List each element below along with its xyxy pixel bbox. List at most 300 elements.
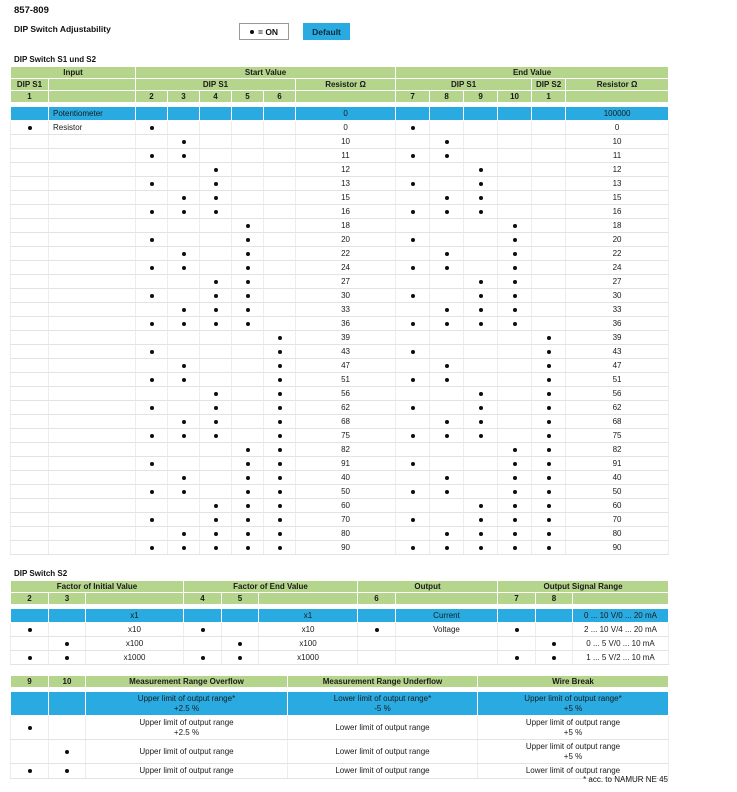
start-switch-cell — [200, 387, 232, 401]
table-row — [11, 457, 669, 471]
input-switch-cell — [11, 485, 49, 499]
start-resistor-value-cell: 56 — [296, 387, 396, 401]
start-switch-cell — [136, 233, 168, 247]
end-switch-cell — [532, 345, 566, 359]
start-switch-cell — [136, 219, 168, 233]
end-switch-cell — [498, 359, 532, 373]
end-resistor-value-cell: 70 — [566, 513, 669, 527]
start-switch-cell — [136, 471, 168, 485]
start-switch-cell — [136, 401, 168, 415]
on-dot-icon — [411, 210, 415, 214]
end-switch-cell — [532, 247, 566, 261]
on-dot-icon — [278, 532, 282, 536]
end-switch-cell — [498, 541, 532, 555]
end-switch-cell — [498, 289, 532, 303]
switch-8-cell — [536, 651, 573, 665]
table-row — [11, 471, 669, 485]
on-dot-icon — [411, 182, 415, 186]
end-switch-cell — [430, 303, 464, 317]
dip-switch-s2-table — [10, 580, 669, 665]
on-dot-icon — [150, 350, 154, 354]
start-switch-cell — [232, 303, 264, 317]
start-switch-cell — [232, 527, 264, 541]
end-switch-cell — [464, 107, 498, 121]
end-switch-cell — [430, 443, 464, 457]
on-dot-icon — [445, 140, 449, 144]
on-dot-icon — [552, 656, 556, 660]
on-dot-icon — [445, 196, 449, 200]
on-dot-icon — [513, 266, 517, 270]
end-resistor-value-cell: 100000 — [566, 107, 669, 121]
end-switch-cell — [464, 443, 498, 457]
start-switch-cell — [168, 373, 200, 387]
switch-4-cell — [184, 623, 222, 637]
on-dot-icon — [547, 378, 551, 382]
end-switch-cell — [396, 499, 430, 513]
on-dot-icon — [445, 532, 449, 536]
on-dot-icon — [214, 196, 218, 200]
input-switch-cell — [11, 121, 49, 135]
table1-title: DIP Switch S1 und S2 — [14, 55, 97, 64]
end-switch-cell — [532, 513, 566, 527]
on-dot-icon — [246, 462, 250, 466]
on-dot-icon — [278, 546, 282, 550]
end-resistor-value-cell: 43 — [566, 345, 669, 359]
start-switch-cell — [232, 121, 264, 135]
start-resistor-value-cell: 30 — [296, 289, 396, 303]
end-resistor-value-cell: 20 — [566, 233, 669, 247]
end-switch-cell — [532, 317, 566, 331]
on-dot-icon — [411, 266, 415, 270]
input-switch-cell — [11, 261, 49, 275]
start-switch-cell — [200, 191, 232, 205]
on-dot-icon — [375, 628, 379, 632]
on-dot-icon — [214, 532, 218, 536]
on-dot-icon — [278, 378, 282, 382]
resistor-header: Resistor Ω — [296, 79, 396, 91]
end-resistor-value-cell: 47 — [566, 359, 669, 373]
footnote: * acc. to NAMUR NE 45 — [583, 775, 668, 784]
overflow-behavior-cell — [86, 716, 288, 740]
start-resistor-value-cell: 36 — [296, 317, 396, 331]
cell-line: +2.5 % — [173, 727, 200, 737]
switch-2-cell — [11, 637, 49, 651]
start-switch-cell — [136, 359, 168, 373]
start-switch-cell — [264, 471, 296, 485]
overflow-behavior-cell — [86, 692, 288, 716]
on-dot-icon — [246, 238, 250, 242]
end-resistor-value-cell: 16 — [566, 205, 669, 219]
start-switch-cell — [200, 107, 232, 121]
signal-range-cell: 0 ... 10 V/0 ... 20 mA — [573, 609, 669, 623]
on-dot-icon — [250, 30, 254, 34]
start-switch-cell — [200, 317, 232, 331]
start-switch-cell — [136, 163, 168, 177]
switch-10-cell — [49, 716, 86, 740]
on-dot-icon — [238, 642, 242, 646]
cell-line: Upper limit of output range* — [137, 694, 236, 703]
end-switch-cell — [396, 163, 430, 177]
start-switch-cell — [232, 191, 264, 205]
empty-header — [49, 79, 136, 91]
end-switch-cell — [430, 275, 464, 289]
switch-9-cell — [11, 716, 49, 740]
input-switch-cell — [11, 107, 49, 121]
on-dot-icon — [547, 336, 551, 340]
end-switch-cell — [430, 359, 464, 373]
end-switch-cell — [532, 233, 566, 247]
start-switch-cell — [168, 429, 200, 443]
end-switch-cell — [498, 121, 532, 135]
start-switch-cell — [232, 317, 264, 331]
factor-initial-cell: x1000 — [86, 651, 184, 665]
end-switch-cell — [532, 177, 566, 191]
end-switch-cell — [396, 359, 430, 373]
table-row — [11, 261, 669, 275]
end-switch-cell — [532, 121, 566, 135]
on-dot-icon — [214, 406, 218, 410]
table-row — [11, 275, 669, 289]
start-switch-cell — [200, 359, 232, 373]
page-subtitle: DIP Switch Adjustability — [14, 24, 111, 34]
switch-7-cell — [498, 651, 536, 665]
on-dot-icon — [445, 490, 449, 494]
end-switch-cell — [430, 289, 464, 303]
legend-default-badge: Default — [303, 23, 350, 40]
on-dot-icon — [150, 238, 154, 242]
start-switch-cell — [168, 177, 200, 191]
start-switch-cell — [200, 233, 232, 247]
factor-end-cell: x1000 — [259, 651, 358, 665]
start-switch-cell — [200, 135, 232, 149]
table-row — [11, 205, 669, 219]
start-switch-cell — [264, 513, 296, 527]
start-resistor-value-cell: 20 — [296, 233, 396, 247]
on-dot-icon — [214, 280, 218, 284]
end-switch-cell — [396, 485, 430, 499]
resistor-header: Resistor Ω — [566, 79, 669, 91]
start-switch-cell — [168, 261, 200, 275]
on-dot-icon — [150, 378, 154, 382]
end-switch-cell — [532, 443, 566, 457]
on-dot-icon — [182, 210, 186, 214]
error-behavior-table — [10, 675, 669, 779]
switch-5-cell — [222, 651, 259, 665]
start-switch-cell — [136, 513, 168, 527]
on-dot-icon — [150, 210, 154, 214]
start-switch-cell — [200, 471, 232, 485]
on-dot-icon — [513, 280, 517, 284]
on-dot-icon — [150, 266, 154, 270]
table-row — [11, 443, 669, 457]
start-switch-cell — [168, 149, 200, 163]
start-switch-cell — [264, 233, 296, 247]
start-switch-cell — [232, 541, 264, 555]
input-label-cell — [49, 527, 136, 541]
dip-s1-header: DIP S1 — [136, 79, 296, 91]
start-switch-cell — [264, 457, 296, 471]
start-resistor-value-cell: 82 — [296, 443, 396, 457]
switch-6-cell — [358, 609, 396, 623]
start-switch-cell — [232, 275, 264, 289]
start-switch-cell — [168, 471, 200, 485]
on-dot-icon — [411, 294, 415, 298]
start-resistor-value-cell: 91 — [296, 457, 396, 471]
start-switch-cell — [200, 485, 232, 499]
table-row — [11, 121, 669, 135]
input-switch-cell — [11, 233, 49, 247]
start-switch-cell — [136, 261, 168, 275]
on-dot-icon — [182, 196, 186, 200]
end-switch-cell — [532, 499, 566, 513]
on-dot-icon — [278, 406, 282, 410]
end-switch-cell — [430, 541, 464, 555]
table-row — [11, 429, 669, 443]
on-dot-icon — [214, 434, 218, 438]
on-dot-icon — [278, 392, 282, 396]
end-switch-cell — [464, 457, 498, 471]
empty-header — [49, 91, 136, 103]
start-switch-cell — [264, 373, 296, 387]
start-resistor-value-cell: 90 — [296, 541, 396, 555]
table-row — [11, 609, 669, 623]
start-switch-cell — [200, 303, 232, 317]
end-switch-cell — [430, 401, 464, 415]
on-dot-icon — [479, 420, 483, 424]
end-switch-cell — [532, 191, 566, 205]
factor-initial-section-header: Factor of Initial Value — [11, 581, 184, 593]
on-dot-icon — [278, 364, 282, 368]
end-switch-cell — [498, 205, 532, 219]
start-value-section-header: Start Value — [136, 67, 396, 79]
start-switch-cell — [168, 415, 200, 429]
end-switch-cell — [498, 345, 532, 359]
start-switch-cell — [232, 149, 264, 163]
table-row — [11, 107, 669, 121]
on-dot-icon — [246, 504, 250, 508]
on-dot-icon — [479, 406, 483, 410]
end-switch-cell — [430, 415, 464, 429]
start-switch-cell — [200, 149, 232, 163]
table-row — [11, 289, 669, 303]
input-switch-cell — [11, 303, 49, 317]
start-switch-cell — [168, 331, 200, 345]
on-dot-icon — [238, 656, 242, 660]
start-switch-cell — [264, 149, 296, 163]
start-resistor-value-cell: 50 — [296, 485, 396, 499]
switch-number-header: 5 — [232, 91, 264, 103]
legend — [239, 23, 350, 40]
input-label-cell — [49, 149, 136, 163]
on-dot-icon — [65, 750, 69, 754]
on-dot-icon — [214, 168, 218, 172]
input-label-cell — [49, 233, 136, 247]
end-switch-cell — [430, 191, 464, 205]
on-dot-icon — [547, 532, 551, 536]
on-dot-icon — [513, 532, 517, 536]
on-dot-icon — [246, 252, 250, 256]
on-dot-icon — [214, 210, 218, 214]
on-dot-icon — [246, 546, 250, 550]
on-dot-icon — [411, 322, 415, 326]
switch-number-header: 3 — [168, 91, 200, 103]
on-dot-icon — [214, 546, 218, 550]
switch-8-cell — [536, 609, 573, 623]
end-switch-cell — [464, 373, 498, 387]
switch-6-cell — [358, 623, 396, 637]
end-resistor-value-cell: 82 — [566, 443, 669, 457]
end-switch-cell — [498, 513, 532, 527]
on-dot-icon — [445, 154, 449, 158]
start-switch-cell — [200, 121, 232, 135]
on-dot-icon — [513, 476, 517, 480]
switch-6-cell — [358, 651, 396, 665]
input-label-cell — [49, 513, 136, 527]
end-switch-cell — [396, 373, 430, 387]
end-switch-cell — [396, 247, 430, 261]
input-switch-cell — [11, 401, 49, 415]
end-switch-cell — [396, 513, 430, 527]
end-switch-cell — [464, 289, 498, 303]
signal-range-cell: 2 ... 10 V/4 ... 20 mA — [573, 623, 669, 637]
on-dot-icon — [278, 434, 282, 438]
input-label-cell — [49, 219, 136, 233]
on-dot-icon — [547, 546, 551, 550]
start-switch-cell — [168, 219, 200, 233]
table-row — [11, 637, 669, 651]
on-dot-icon — [246, 490, 250, 494]
on-dot-icon — [246, 448, 250, 452]
on-dot-icon — [246, 224, 250, 228]
switch-9-cell — [11, 692, 49, 716]
start-switch-cell — [264, 261, 296, 275]
switch-3-cell — [49, 637, 86, 651]
on-dot-icon — [513, 462, 517, 466]
on-dot-icon — [445, 546, 449, 550]
input-label-cell — [49, 373, 136, 387]
end-switch-cell — [430, 499, 464, 513]
end-switch-cell — [464, 541, 498, 555]
start-switch-cell — [136, 541, 168, 555]
end-switch-cell — [396, 233, 430, 247]
table-row — [11, 163, 669, 177]
start-switch-cell — [264, 541, 296, 555]
on-dot-icon — [479, 546, 483, 550]
overflow-section-header: Measurement Range Overflow — [86, 676, 288, 688]
input-label-cell — [49, 415, 136, 429]
on-dot-icon — [547, 420, 551, 424]
start-resistor-value-cell: 18 — [296, 219, 396, 233]
end-switch-cell — [532, 415, 566, 429]
end-switch-cell — [430, 233, 464, 247]
input-switch-cell — [11, 149, 49, 163]
input-label-cell: Potentiometer — [49, 107, 136, 121]
end-switch-cell — [464, 233, 498, 247]
on-dot-icon — [547, 406, 551, 410]
on-dot-icon — [214, 322, 218, 326]
legend-on-label: = ON — [258, 26, 279, 37]
end-switch-cell — [498, 107, 532, 121]
on-dot-icon — [411, 434, 415, 438]
start-switch-cell — [168, 121, 200, 135]
start-switch-cell — [136, 429, 168, 443]
on-dot-icon — [182, 546, 186, 550]
end-switch-cell — [396, 303, 430, 317]
input-switch-cell — [11, 345, 49, 359]
start-switch-cell — [264, 205, 296, 219]
start-switch-cell — [232, 261, 264, 275]
end-resistor-value-cell: 62 — [566, 401, 669, 415]
input-label-cell — [49, 499, 136, 513]
empty-header — [573, 593, 669, 605]
input-switch-cell — [11, 317, 49, 331]
input-label-cell — [49, 345, 136, 359]
empty-header — [259, 593, 358, 605]
start-switch-cell — [136, 457, 168, 471]
end-switch-cell — [396, 443, 430, 457]
cell-line: Upper limit of output range* — [524, 694, 622, 703]
end-switch-cell — [532, 331, 566, 345]
on-dot-icon — [547, 462, 551, 466]
end-resistor-value-cell: 30 — [566, 289, 669, 303]
switch-number-header: 7 — [396, 91, 430, 103]
end-switch-cell — [498, 275, 532, 289]
input-label-cell — [49, 303, 136, 317]
on-dot-icon — [513, 490, 517, 494]
dip-s1-header: DIP S1 — [11, 79, 49, 91]
factor-end-cell: x10 — [259, 623, 358, 637]
table-row — [11, 191, 669, 205]
switch-4-cell — [184, 609, 222, 623]
start-switch-cell — [264, 303, 296, 317]
on-dot-icon — [278, 518, 282, 522]
switch-number-header: 1 — [11, 91, 49, 103]
cell-line: +2.5 % — [173, 703, 200, 713]
start-switch-cell — [232, 443, 264, 457]
on-dot-icon — [513, 504, 517, 508]
on-dot-icon — [411, 406, 415, 410]
start-switch-cell — [136, 345, 168, 359]
input-switch-cell — [11, 513, 49, 527]
start-switch-cell — [200, 443, 232, 457]
start-switch-cell — [264, 443, 296, 457]
end-switch-cell — [498, 219, 532, 233]
end-switch-cell — [464, 359, 498, 373]
start-switch-cell — [232, 513, 264, 527]
start-switch-cell — [200, 499, 232, 513]
end-switch-cell — [464, 275, 498, 289]
end-switch-cell — [396, 457, 430, 471]
on-dot-icon — [246, 266, 250, 270]
end-switch-cell — [396, 401, 430, 415]
on-dot-icon — [513, 518, 517, 522]
table-row — [11, 247, 669, 261]
input-switch-cell — [11, 429, 49, 443]
on-dot-icon — [246, 532, 250, 536]
end-switch-cell — [532, 163, 566, 177]
start-switch-cell — [168, 303, 200, 317]
on-dot-icon — [513, 238, 517, 242]
table-row — [11, 527, 669, 541]
end-switch-cell — [498, 163, 532, 177]
start-switch-cell — [168, 345, 200, 359]
end-switch-cell — [532, 471, 566, 485]
start-switch-cell — [136, 387, 168, 401]
signal-range-cell: 1 ... 5 V/2 ... 10 mA — [573, 651, 669, 665]
switch-7-cell — [498, 609, 536, 623]
end-switch-cell — [532, 457, 566, 471]
end-switch-cell — [464, 401, 498, 415]
